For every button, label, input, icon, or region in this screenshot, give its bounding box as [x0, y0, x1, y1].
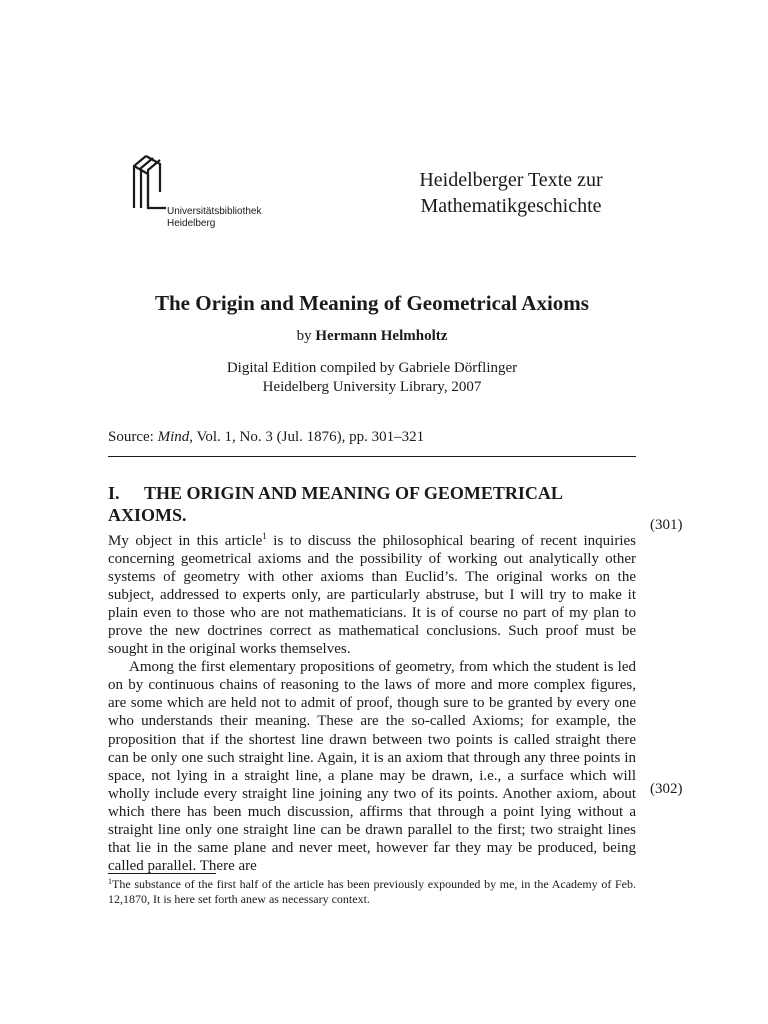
paragraph-rest: is to discuss the philosophical bearing of recent inquiries concerning geometrical axioms and the possibility of working out analytically other systems of geometry with other axioms than Euclid’s. The original works on the subject, addressed to experts only, are particularly abstruse, but I will try to make it plain even to those who are not mathematicians. It is of course no part of my plan to prove the new doctrines correct as mathematical conclusions. Such proof must be sought in the original works themselves.	[108, 533, 636, 658]
logo-line-1: Universitätsbibliothek	[167, 206, 262, 217]
logo-line-2: Heidelberg	[167, 218, 216, 229]
edition-line-1: Digital Edition compiled by Gabriele Dörflinger	[226, 360, 518, 376]
logo-caption	[167, 206, 307, 230]
footnote-marker: 1	[108, 877, 112, 886]
source-label: Source:	[108, 429, 154, 445]
body-text	[108, 532, 636, 875]
footnote-text: The substance of the first half of the article has been previously expounded by me, in the Academy of Feb. 12,1870, It is here set forth anew as necessary context.	[108, 877, 636, 906]
author-name: Hermann Helmholtz	[315, 328, 448, 344]
footnote	[108, 877, 636, 907]
section-number: I.	[108, 483, 120, 503]
edition-line-2: Heidelberg University Library, 2007	[262, 379, 482, 395]
source-citation	[108, 428, 636, 446]
footnote-rule	[108, 873, 216, 874]
source-details: , Vol. 1, No. 3 (Jul. 1876), pp. 301–321	[189, 429, 425, 445]
margin-page-marker: (301)	[650, 517, 683, 533]
university-library-logo	[128, 152, 178, 212]
byline	[108, 327, 636, 345]
series-title-line-1: Heidelberger Texte zur	[419, 169, 603, 191]
paragraph	[108, 532, 636, 658]
margin-page-marker: (302)	[650, 781, 683, 797]
paragraph-start: My object in this article	[108, 533, 263, 549]
paper-title: The Origin and Meaning of Geometrical Axioms	[155, 291, 589, 315]
section-heading-text: THE ORIGIN AND MEANING OF GEOMETRICAL AXIOMS.	[108, 483, 562, 525]
section-heading	[108, 482, 636, 526]
series-title-line-2: Mathematikgeschichte	[420, 195, 602, 217]
paragraph: Among the first elementary propositions of geometry, from which the student is led on by continuous chains of reasoning to the laws of more and more complex figures, are some which are held not to admit of proof, though sure to be granted by every one who understands their meaning. These are the so-called Axioms; for example, the proposition that if the shortest line drawn between two points is called straight there can be only one such straight line. Again, it is an axiom that through any three points in space, not lying in a straight line, a plane may be drawn, i.e., a surface which will wholly include every straight line joining any two of its points. Another axiom, about which there has been much discussion, affirms that through a point lying without a straight line only one straight line can be drawn parallel to the first; two straight lines that lie in the same plane and never meet, however far they may be produced, being called parallel. There are	[108, 659, 636, 874]
horizontal-rule	[108, 456, 636, 457]
edition-info	[108, 359, 636, 397]
footnote-reference: 1	[262, 531, 267, 541]
series-title	[384, 167, 638, 219]
byline-prefix: by	[296, 328, 312, 344]
source-journal: Mind	[157, 429, 190, 445]
